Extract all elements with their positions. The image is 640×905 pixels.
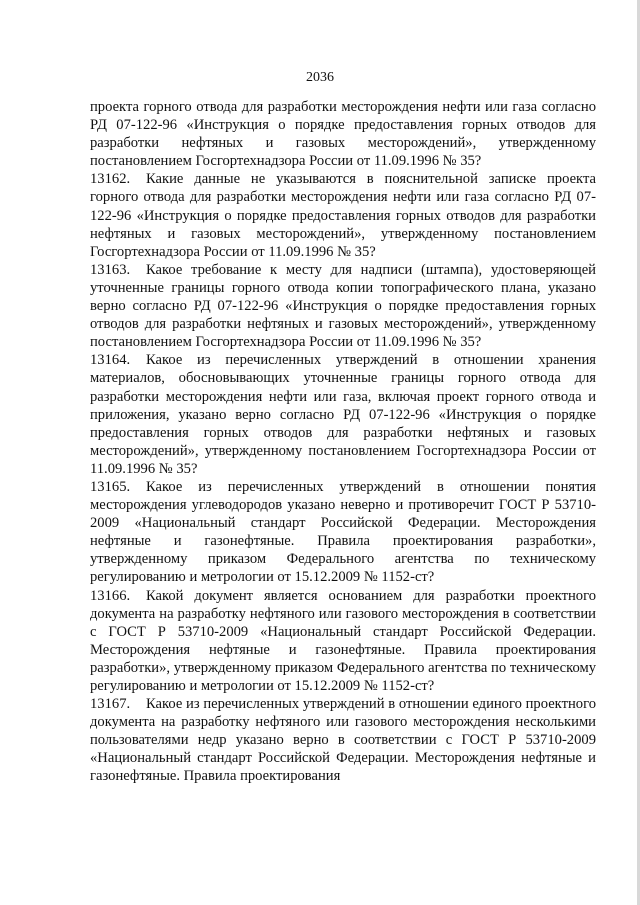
question-13165 bbox=[90, 478, 596, 587]
page-number: 2036 bbox=[306, 70, 334, 85]
question-text: Какие данные не указываются в пояснительной записке проекта горного отвода для разработки месторождения нефти или газа согласно РД 07-122-96 «Инструкция о порядке предоставления горных отводов для разработки нефтяных и газовых месторождений», утвержденному постановлением Госгортехнадзора России от 11.09.1996 № 35? bbox=[90, 171, 596, 260]
question-number: 13163. bbox=[90, 261, 131, 278]
question-13162 bbox=[90, 170, 596, 260]
question-13166 bbox=[90, 587, 596, 696]
question-text: Какой документ является основанием для разработки проектного документа на разработку нефтяного или газового месторождения в соответствии с ГОСТ Р 53710-2009 «Национальный стандарт Российской Федерации. Месторождения нефтяные и газонефтяные. Правила проектирования разработки», утвержденному приказом Федерального агентства по техническому регулированию и метрологии от 15.12.2009 № 1152-ст? bbox=[90, 587, 596, 694]
question-number: 13166. bbox=[90, 587, 131, 604]
document-body bbox=[90, 98, 596, 786]
question-13163 bbox=[90, 261, 596, 351]
intro-paragraph: проекта горного отвода для разработки месторождения нефти или газа согласно РД 07-122-96 «Инструкция о порядке предоставления горных отводов для разработки нефтяных и газовых месторождений», утвержденному постановлением Госгортехнадзора России от 11.09.1996 № 35? bbox=[90, 99, 596, 170]
question-text: Какое из перечисленных утверждений в отношении понятия месторождения углеводородов указано неверно и противоречит ГОСТ Р 53710-2009 «Национальный стандарт Российской Федерации. Месторождения нефтяные и газонефтяные. Правила проектирования разработки», утвержденному приказом Федерального агентства по техническому регулированию и метрологии от 15.12.2009 № 1152-ст? bbox=[90, 478, 596, 586]
question-text: Какое требование к месту для надписи (штампа), удостоверяющей уточненные границы горного отвода копии топографического плана, указано верно согласно РД 07-122-96 «Инструкция о порядке предоставления горных отводов для разработки нефтяных и газовых месторождений», утвержденному постановлением Госгортехнадзора России от 11.09.1996 № 35? bbox=[90, 261, 596, 351]
question-text: Какое из перечисленных утверждений в отношении единого проектного документа на разработку нефтяного или газового месторождения несколькими пользователями недр указано верно в соответствии с ГОСТ Р 53710-2009 «Национальный стандарт Российской Федерации. Месторождения нефтяные и газонефтяные. Правила проектирования bbox=[90, 696, 596, 785]
question-number: 13165. bbox=[90, 478, 131, 495]
question-13164 bbox=[90, 351, 596, 478]
question-number: 13162. bbox=[90, 171, 131, 188]
question-number: 13164. bbox=[90, 352, 131, 369]
question-text: Какое из перечисленных утверждений в отношении хранения материалов, обосновывающих уточненные границы горного отвода для разработки месторождения нефти или газа, включая проект горного отвода и приложения, указано верно согласно РД 07-122-96 «Инструкция о порядке предоставления горных отводов для разработки нефтяных и газовых месторождений», утвержденному постановлением Госгортехнадзора России от 11.09.1996 № 35? bbox=[90, 352, 596, 477]
question-13167 bbox=[90, 695, 596, 785]
question-number: 13167. bbox=[90, 696, 131, 713]
